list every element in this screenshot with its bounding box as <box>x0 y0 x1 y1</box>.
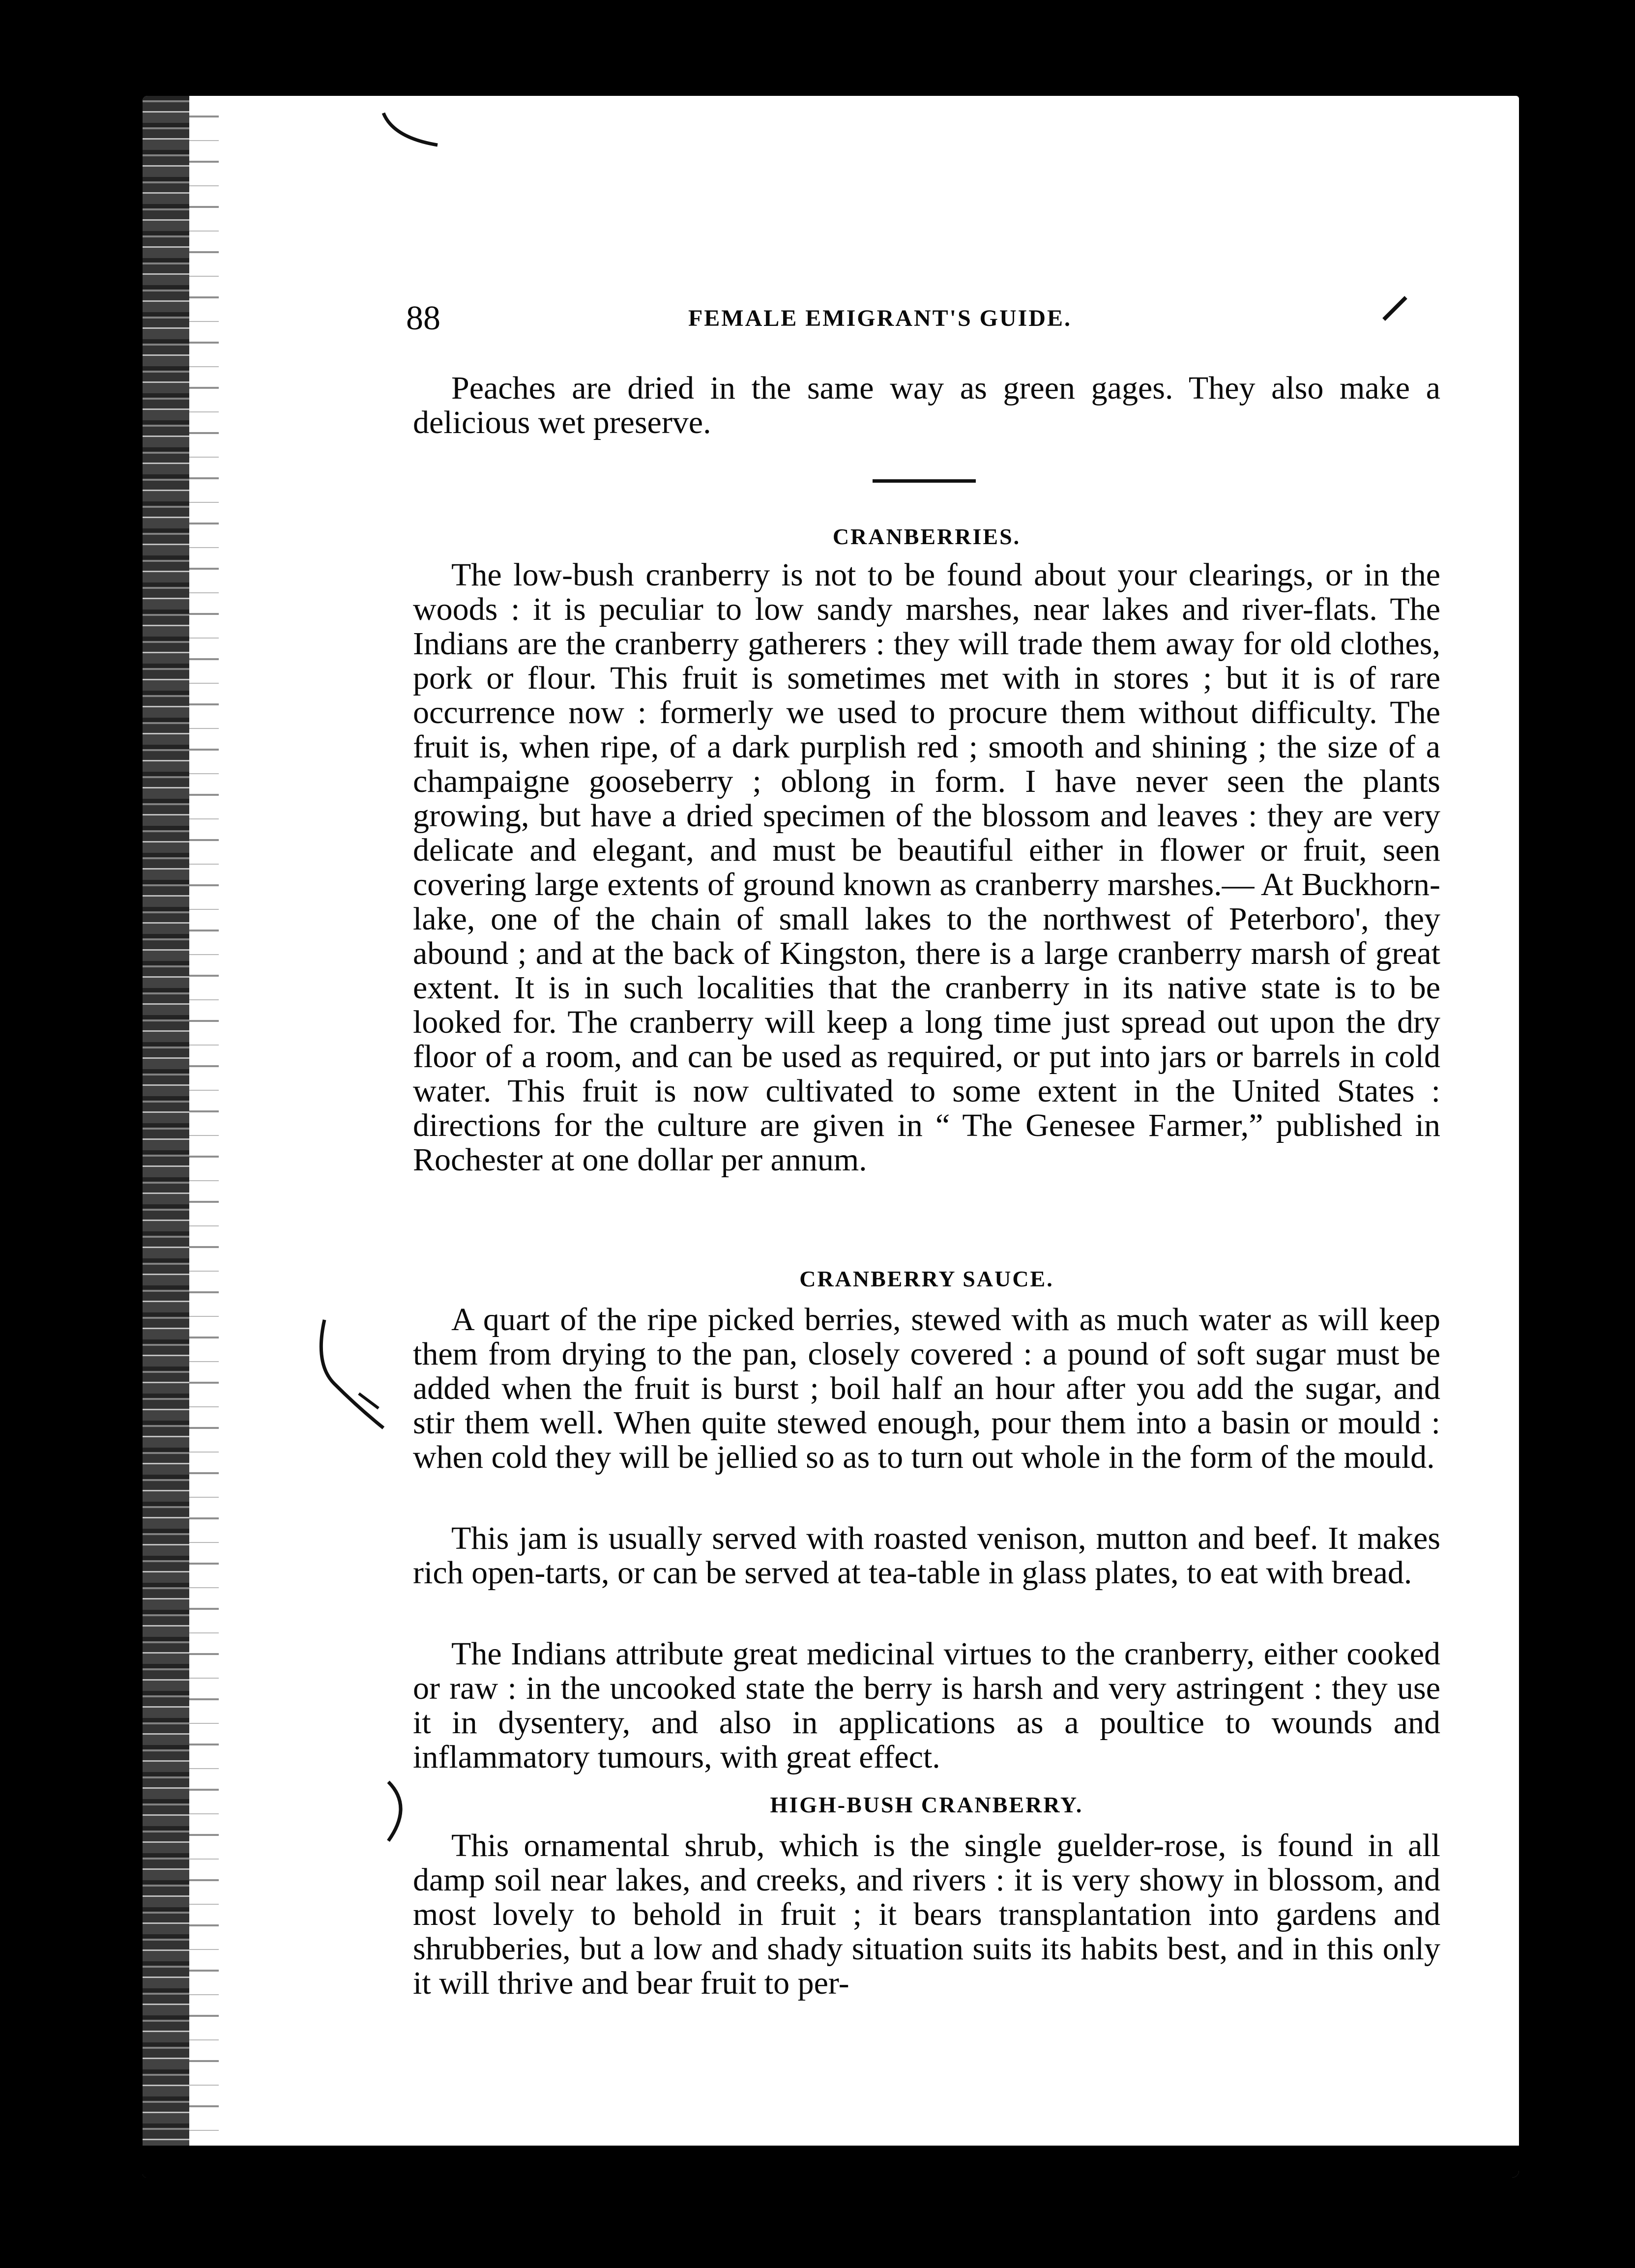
bottom-binding <box>143 2146 1519 2178</box>
paragraph: A quart of the ripe picked berries, stewed with as much water as will keep them from drying to the pan, closely covered : a pound of soft sugar must be added when the fruit is burst ; boil half an hour after you add the sugar, and stir them well. When quite stewed enough, pour them into a basin or mould : when cold they will be jellied so as to turn out whole in the form of the mould. <box>413 1302 1440 1475</box>
pencil-paren-icon <box>379 1777 418 1846</box>
pencil-tick-icon <box>1376 290 1416 329</box>
running-head: FEMALE EMIGRANT'S GUIDE. <box>688 305 1072 331</box>
binding-shadow <box>189 96 219 2178</box>
pencil-mark-icon <box>379 108 447 152</box>
section-heading: CRANBERRIES. <box>832 524 1021 549</box>
paragraph: This ornamental shrub, which is the single guelder-rose, is found in all damp soil near lakes, and creeks, and rivers : it is very showy in blossom, and most lovely to behold in fruit ; it bears transplantation into gardens and shrubberies, but a low and shady situation suits its habits best, and in this only it will thrive and bear fruit to per- <box>413 1828 1440 2001</box>
paragraph: Peaches are dried in the same way as green gages. They also make a delicious wet preserve. <box>413 370 1440 440</box>
section-heading: CRANBERRY SAUCE. <box>799 1266 1054 1291</box>
pencil-bracket-icon <box>305 1310 388 1438</box>
paragraph: This jam is usually served with roasted venison, mutton and beef. It makes rich open-tarts, or can be served at tea-table in glass plates, to eat with bread. <box>413 1520 1440 1591</box>
binding-gutter <box>143 96 189 2178</box>
next-page-edge <box>1561 0 1635 2268</box>
paragraph: The Indians attribute great medicinal virtues to the cranberry, either cooked or raw : in the uncooked state the berry is harsh and very astringent : they use it in dysentery, and also in applications as a poultice to wounds and inflammatory tumours, with great effect. <box>413 1636 1440 1775</box>
section-heading: HIGH-BUSH CRANBERRY. <box>770 1792 1083 1817</box>
page-number: 88 <box>406 299 440 337</box>
paragraph: The low-bush cranberry is not to be found about your clearings, or in the woods : it is peculiar to low sandy marshes, near lakes and river-flats. The Indians are the cranberry gatherers : they will trade them away for old clothes, pork or flour. This fruit is sometimes met with in stores ; but it is of rare occurrence now : formerly we used to procure them without difficulty. The fruit is, when ripe, of a dark purplish red ; smooth and shining ; the size of a champaigne gooseberry ; oblong in form. I have never seen the plants growing, but have a dried specimen of the blossom and leaves : they are very delicate and elegant, and must be beautiful either in flower or fruit, seen covering large extents of ground known as cranberry marshes.— At Buckhorn-lake, one of the chain of small lakes to the northwest of Peterboro', they abound ; and at the back of Kingston, there is a large cranberry marsh of great extent. It is in such localities that the cranberry in its native state is to be looked for. The cranberry will keep a long time just spread out upon the dry floor of a room, and can be used as required, or put into jars or barrels in cold water. This fruit is now cultivated to some extent in the United States : directions for the culture are given in “ The Genesee Farmer,” published in Rochester at one dollar per annum. <box>413 557 1440 1178</box>
section-divider <box>873 479 976 483</box>
